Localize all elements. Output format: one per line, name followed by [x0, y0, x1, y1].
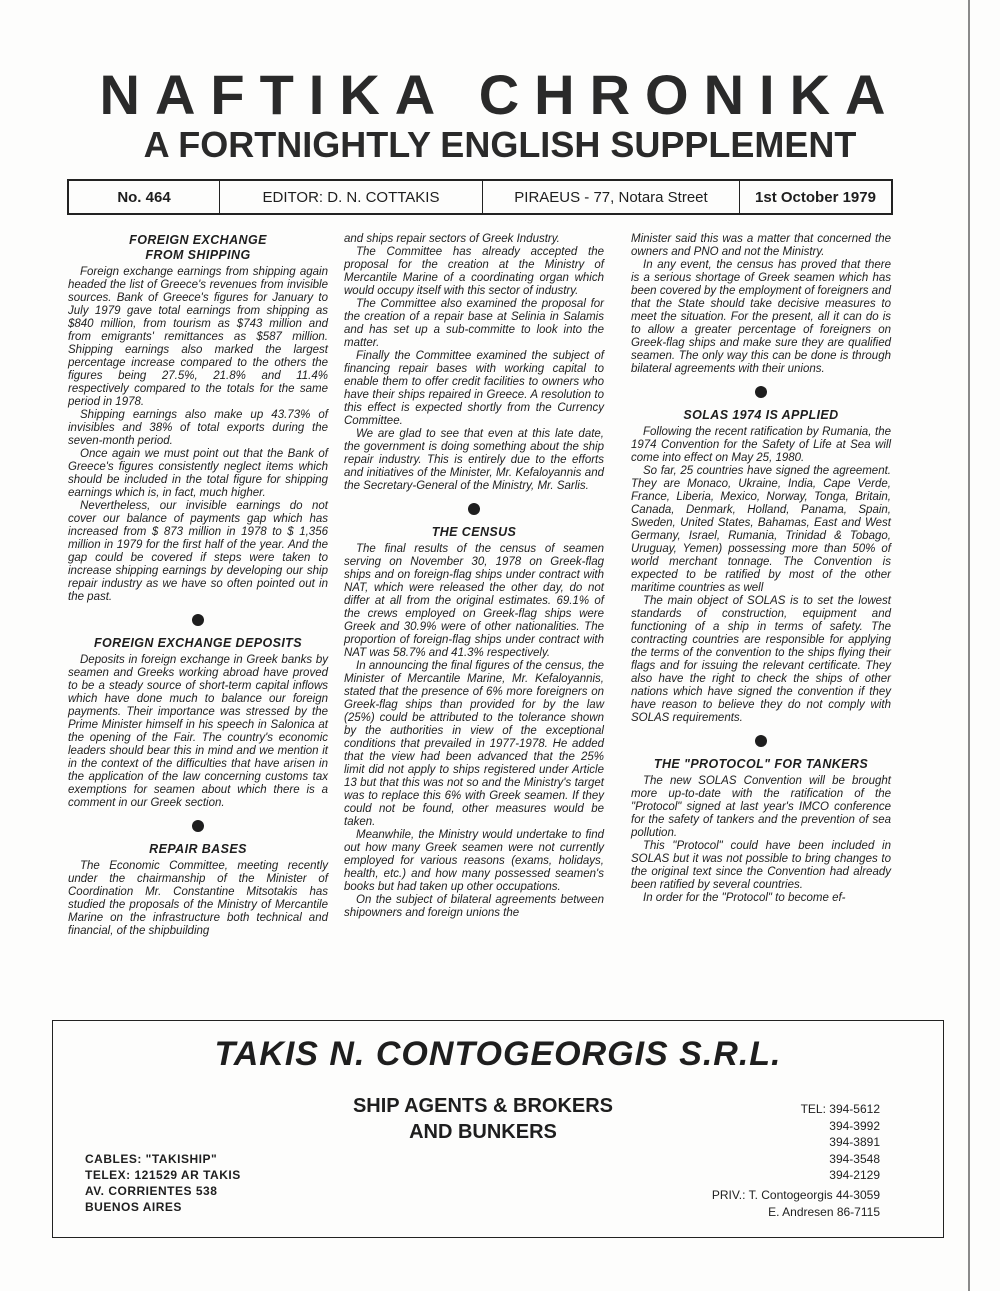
article-heading-protocol: THE "PROTOCOL" FOR TANKERS [653, 757, 869, 771]
private-phone: E. Andresen 86-7115 [768, 1204, 880, 1219]
paragraph: Finally the Committee examined the subject of financing repair bases with working capital to enable them to offer credit facilities to owners who have their ships repaired in Greece. A resolution to this effect is expected shortly from the Currency Committee. [344, 350, 604, 427]
street-address: AV. CORRIENTES 538 [85, 1184, 218, 1198]
article-heading-fx-shipping [68, 233, 328, 263]
tel-number: 394-3548 [829, 1151, 880, 1166]
section-bullet [192, 614, 204, 626]
telephone-list [753, 1101, 880, 1184]
issue-number: No. 464 [69, 181, 220, 213]
heading-line-2: FROM SHIPPING [145, 248, 251, 262]
paragraph: This "Protocol" could have been included in SOLAS but it was not possible to bring changes to the original text since the Convention had already been ratified by several countries. [631, 840, 891, 891]
telex: TELEX: 121529 AR TAKIS [85, 1168, 241, 1182]
article-heading-census: THE CENSUS [431, 525, 517, 539]
paragraph: The Committee also examined the proposal for the creation of a repair base at Selinia in Salamis and has set up a sub-committe to look into the matter. [344, 298, 604, 349]
paragraph: So far, 25 countries have signed the agreement. They are Monaco, Ukraine, India, Cape Verde, France, Liberia, Mexico, Norway, Tonga, Britain, Canada, Denmark, Holland, Panama, Spain, Sweden, United States, Bahamas, East and West Germany, Israel, Rumania, Trinidad & Tobago, Uruguay, Yemen) possessing more than 50% of world merchant tonnage. The Convention is expected to be ratified by most of the other maritime countries as well [631, 465, 891, 594]
paragraph: In order for the "Protocol" to become ef- [643, 892, 846, 904]
tel-number: 394-5612 [829, 1102, 880, 1116]
column-2 [344, 233, 604, 920]
tel-number: 394-3992 [829, 1118, 880, 1133]
column-1 [68, 233, 328, 938]
issue-date: 1st October 1979 [755, 188, 876, 206]
tel-label: TEL: [800, 1102, 826, 1116]
paragraph: On the subject of bilateral agreements between shipowners and foreign unions the [344, 894, 604, 919]
publisher-address: PIRAEUS - 77, Notara Street [483, 181, 740, 213]
section-bullet [755, 735, 767, 747]
advertiser-services [313, 1093, 653, 1145]
paragraph: Deposits in foreign exchange in Greek banks by seamen and Greeks working abroad have proved to be a steady source of short-term capital inflows which have done much to balance our foreign payments. Their importance was stressed by the Prime Minister himself in his speech in Salonica at the opening of the Fair. The country's economic leaders should bear this in mind and we mention it in the context of the difficulties that have arisen in the application of the law concerning customs tax exemptions for seamen about which there is a comment in our Greek section. [68, 654, 328, 809]
services-line-1: SHIP AGENTS & BROKERS [352, 1095, 614, 1117]
heading-line-1: FOREIGN EXCHANGE [129, 233, 267, 247]
tel-number: 394-3891 [829, 1135, 880, 1149]
section-bullet [468, 503, 480, 515]
city: BUENOS AIRES [85, 1200, 182, 1214]
paragraph: Following the recent ratification by Rumania, the 1974 Convention for the Safety of Life at Sea will come into effect on May 25, 1980. [631, 426, 891, 464]
paragraph: We are glad to see that even at this late date, the government is doing something about the ship repair industry. This is entirely due to the efforts and initiatives of the Minister, Mr. Kefaloyannis and the Secretary-General of the Ministry, Mr. Sarlis. [344, 428, 604, 492]
masthead-subtitle: A FORTNIGHTLY ENGLISH SUPPLEMENT [143, 124, 857, 165]
paragraph: The main object of SOLAS is to set the lowest standards of construction, equipment and functioning of a ship in terms of safety. The contracting countries are responsible for applying the terms of the convention to the ships flying their flags and for issuing the relevant certificate. They also have the right to check the ships of other nations which have signed the convention if they have reason to believe they do not comply with SOLAS requirements. [631, 595, 891, 724]
issue-info-bar [67, 179, 893, 215]
paragraph: The Committee has already accepted the proposal for the creation at the Ministry of Mercantile Marine of a coordinating organ which would occupy itself with this sector of industry. [344, 246, 604, 297]
cables: CABLES: "TAKISHIP" [85, 1152, 218, 1166]
editor-credit: EDITOR: D. N. COTTAKIS [220, 181, 483, 213]
paragraph: Shipping earnings also make up 43.73% of invisibles and 38% of total exports during the seven-month period. [68, 409, 328, 447]
page-edge-shadow [968, 0, 970, 1291]
paragraph-continued: Minister said this was a matter that concerned the owners and PNO and not the Ministry. [631, 233, 891, 258]
paragraph: Foreign exchange earnings from shipping again headed the list of Greece's revenues from invisible sources. Bank of Greece's figures for January to July 1979 gave total earnings from shipping as $840 million, from tourism as $743 million and from emigrants' remittances as $587 million. Shipping earnings also marked the largest percentage increase compared to the others the figures being 27.5%, 21.8% and 11.4% respectively compared to the totals for the same period in 1978. [68, 266, 328, 408]
article-heading-fx-deposits: FOREIGN EXCHANGE DEPOSITS [94, 636, 302, 650]
paragraph: The Economic Committee, meeting recently under the chairmanship of the Minister of Coordination Mr. Constantine Mitsotakis has studied the proposals of the Ministry of Mercantile Marine on the infrastructure both technical and financial, of the shipbuilding [68, 860, 328, 937]
article-heading-solas: SOLAS 1974 IS APPLIED [683, 408, 839, 422]
column-3 [631, 233, 891, 905]
advertiser-name: TAKIS N. CONTOGEORGIS S.R.L. [214, 1035, 782, 1073]
services-line-2: AND BUNKERS [409, 1121, 557, 1143]
paragraph: Once again we must point out that the Bank of Greece's figures consistently neglect items which should be included in the total figure for shipping earnings which is, in fact, much higher. [68, 448, 328, 499]
paragraph: Nevertheless, our invisible earnings do not cover our balance of payments gap which has increased from $ 873 million in 1978 to $ 1,356 million in 1979 for the first half of the year. And the gap could be covered if steps were taken to increase shipping earnings by developing our ship repair industry as we have so often pointed out in the past. [68, 500, 328, 603]
paragraph: In announcing the final figures of the census, the Minister of Mercantile Marine, Mr. Kefaloyannis, stated that the presence of 6% more foreigners on Greek-flag ships than provided for by the law (25%) could be attributed to the tolerance shown by the authorities in view of the exceptional conditions that prevailed in 1977-1978. He added that the view had been advanced that the 25% limit did not apply to ships registered under Article 13 but that this was not so and the Ministry's target was to replace this 6% with Greek seamen. If they could not be found, other measures would be taken. [344, 660, 604, 828]
advertisement-box [52, 1020, 944, 1238]
paragraph: The final results of the census of seamen serving on November 30, 1978 on Greek-flag ships and on foreign-flag ships under contract with NAT, which were released the other day, do not differ at all from the original estimates. 69.1% of the crews employed on Greek-flag ships were Greek and 30.9% were of other nationalities. The proportion of foreign-flag ships under contract with NAT was 58.7% and 41.3% respectively. [344, 543, 604, 659]
section-bullet [755, 386, 767, 398]
private-phones [653, 1187, 880, 1220]
paragraph: Meanwhile, the Ministry would undertake to find out how many Greek seamen were not currently employed for various reasons (exams, holidays, health, etc.) and how many possessed seamen's books but had taken up other occupations. [344, 829, 604, 893]
private-phone: PRIV.: T. Contogeorgis 44-3059 [711, 1188, 880, 1202]
paragraph-continued: and ships repair sectors of Greek Industry. [344, 233, 560, 245]
paragraph: The new SOLAS Convention will be brought more up-to-date with the ratification of the "Protocol" signed at last year's IMCO conference for the safety of tankers and the prevention of sea pollution. [631, 775, 891, 839]
masthead-title: NAFTIKA CHRONIKA [99, 63, 901, 126]
advertiser-contact [85, 1151, 241, 1215]
article-heading-repair-bases: REPAIR BASES [149, 842, 247, 856]
paragraph: In any event, the census has proved that there is a serious shortage of Greek seamen which has been covered by the employment of foreigners and that the State should take decisive measures to meet the situation. For the present, all it can do is to allow a greater percentage of foreigners on Greek-flag ships and make sure they are qualified seamen. The only way this can be done is through bilateral agreements with their unions. [631, 259, 891, 375]
tel-number: 394-2129 [829, 1168, 880, 1182]
section-bullet [192, 820, 204, 832]
